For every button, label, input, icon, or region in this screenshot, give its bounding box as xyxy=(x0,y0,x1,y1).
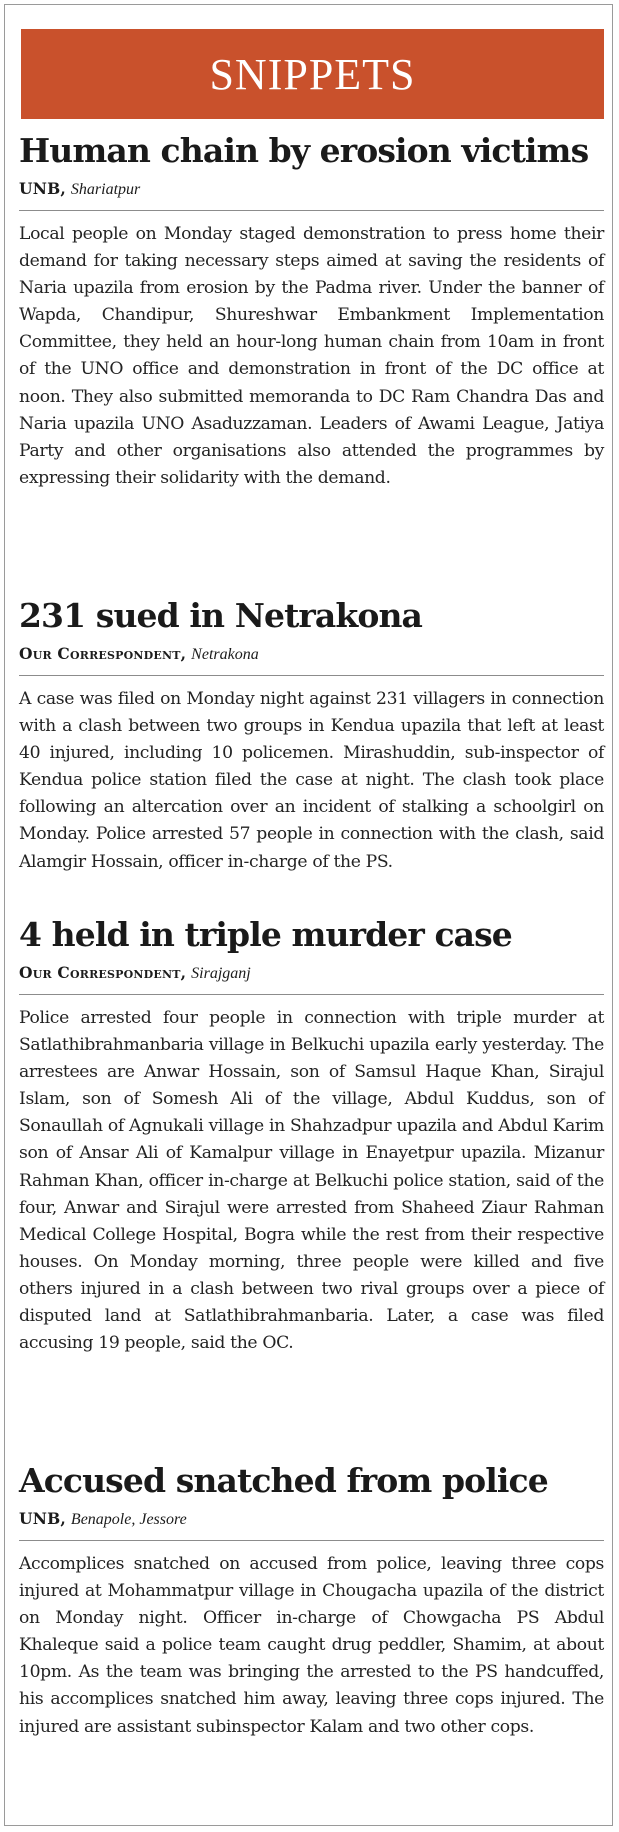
divider xyxy=(19,210,604,211)
byline-source: UNB, xyxy=(19,179,66,198)
article-body: Accomplices snatched on accused from police, leaving three cops injured at Mohammatpur village in Chougacha upazila of the district on Monday night. Officer in-charge of Chowgacha PS Abdul Khaleque said a police team caught drug peddler, Shamim, at about 10pm. As the team was bringing the arrested to the PS handcuffed, his accomplices snatched him away, leaving three cops injured. The injured are assistant subinspector Kalam and two other cops. xyxy=(19,1554,604,1737)
divider xyxy=(19,675,604,676)
byline-location: Sirajganj xyxy=(191,965,251,982)
article-triple-murder xyxy=(19,915,604,1357)
article-snatched xyxy=(19,1461,604,1741)
byline-source: UNB, xyxy=(19,1509,66,1528)
divider xyxy=(19,994,604,995)
article-byline xyxy=(19,963,604,984)
byline-location: Shariatpur xyxy=(70,181,141,198)
article-body: Local people on Monday staged demonstration to press home their demand for taking necessary steps aimed at saving the residents of Naria upazila from erosion by the Padma river. Under the banner of Wapda, Chandipur, Shureshwar Embankment Implementation Committee, they held an hour-long human chain from 10am in front of the UNO office and demonstration in front of the DC office at noon. They also submitted memoranda to DC Ram Chandra Das and Naria upazila UNO Asaduzzaman. Leaders of Awami League, Jatiya Party and other organisations also attended the programmes by expressing their solidarity with the demand. xyxy=(19,224,604,488)
article-headline: Human chain by erosion victims xyxy=(19,131,589,170)
article-body: Police arrested four people in connection with triple murder at Satlathibrahmanbaria village in Belkuchi upazila early yesterday. The arrestees are Anwar Hossain, son of Samsul Haque Khan, Sirajul Islam, son of Somesh Ali of the village, Abdul Kuddus, son of Sonaullah of Agnukali village in Shahzadpur upazila and Abdul Karim son of Ansar Ali of Kamalpur village in Enayetpur upazila. Mizanur Rahman Khan, officer in-charge at Belkuchi police station, said of the four, Anwar and Sirajul were arrested from Shaheed Ziaur Rahman Medical College Hospital, Bogra while the rest from their respective houses. On Monday morning, three people were killed and five others injured in a clash between two rival groups over a piece of disputed land at Satlathibrahmanbaria. Later, a case was filed accusing 19 people, said the OC. xyxy=(19,1008,604,1354)
article-byline xyxy=(19,1509,604,1530)
byline-source: Our Correspondent, xyxy=(19,644,187,663)
article-erosion xyxy=(19,131,604,492)
article-netrakona xyxy=(19,596,604,876)
byline-source: Our Correspondent, xyxy=(19,963,187,982)
byline-location: Benapole, Jessore xyxy=(70,1511,187,1528)
article-byline xyxy=(19,644,604,665)
section-title: SNIPPETS xyxy=(209,49,416,99)
byline-location: Netrakona xyxy=(191,646,259,663)
article-headline: Accused snatched from police xyxy=(19,1461,548,1500)
article-byline xyxy=(19,179,604,200)
article-body: A case was filed on Monday night against 231 villagers in connection with a clash between two groups in Kendua upazila that left at least 40 injured, including 10 policemen. Mirashuddin, sub-inspector of Kendua police station filed the case at night. The clash took place following an altercation over an incident of stalking a schoolgirl on Monday. Police arrested 57 people in connection with the clash, said Alamgir Hossain, officer in-charge of the PS. xyxy=(19,689,604,872)
article-headline: 4 held in triple murder case xyxy=(19,915,512,954)
article-headline: 231 sued in Netrakona xyxy=(19,596,423,635)
divider xyxy=(19,1540,604,1541)
section-header xyxy=(21,29,604,119)
